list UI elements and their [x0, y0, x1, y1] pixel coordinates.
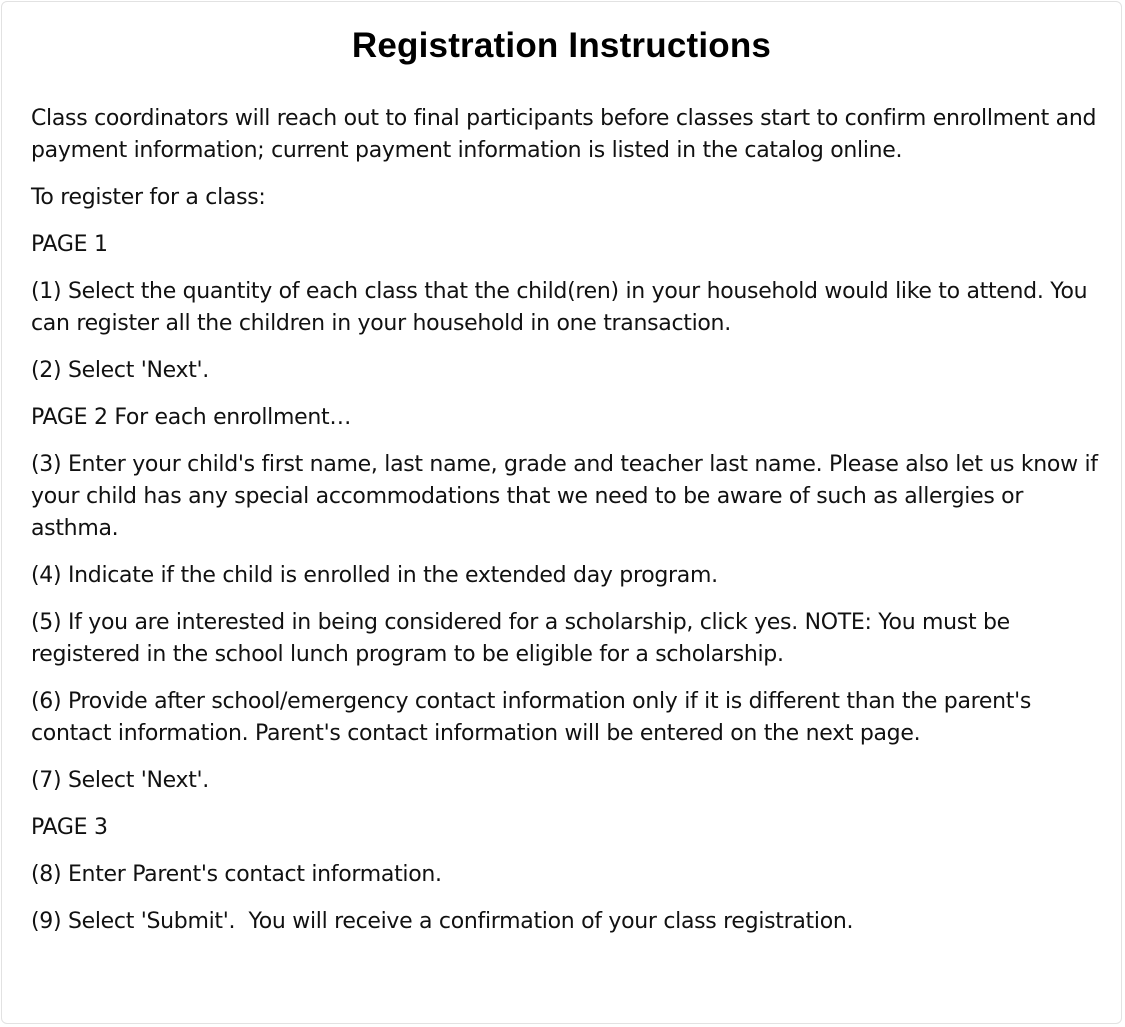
instructions-panel [1, 1, 1122, 1024]
step-4: (4) Indicate if the child is enrolled in the extended day program. [31, 563, 718, 588]
page-2-heading: PAGE 2 For each enrollment… [31, 405, 352, 430]
step-9: (9) Select 'Submit'. You will receive a confirmation of your class registration. [31, 909, 854, 934]
page-title: Registration Instructions [351, 26, 772, 65]
step-1: (1) Select the quantity of each class that the child(ren) in your household would like to attend. You can register all the children in your household in one transaction. [31, 279, 1088, 336]
step-2: (2) Select 'Next'. [31, 358, 209, 383]
intro-paragraph: Class coordinators will reach out to final participants before classes start to confirm enrollment and payment information; current payment information is listed in the catalog online. [31, 106, 1097, 163]
step-6: (6) Provide after school/emergency contact information only if it is different than the parent's contact information. Parent's contact information will be entered on the next page. [31, 689, 1032, 746]
instructions-body [31, 103, 1111, 953]
register-heading: To register for a class: [31, 185, 266, 210]
step-5: (5) If you are interested in being considered for a scholarship, click yes. NOTE: You must be registered in the school lunch program to be eligible for a scholarship. [31, 610, 1010, 667]
page-3-heading: PAGE 3 [31, 815, 108, 840]
step-3: (3) Enter your child's first name, last name, grade and teacher last name. Please also let us know if your child has any special accommodations that we need to be aware of such as allergies or asthma. [31, 452, 1098, 541]
step-8: (8) Enter Parent's contact information. [31, 862, 442, 887]
step-7: (7) Select 'Next'. [31, 768, 209, 793]
page-1-heading: PAGE 1 [31, 232, 108, 257]
